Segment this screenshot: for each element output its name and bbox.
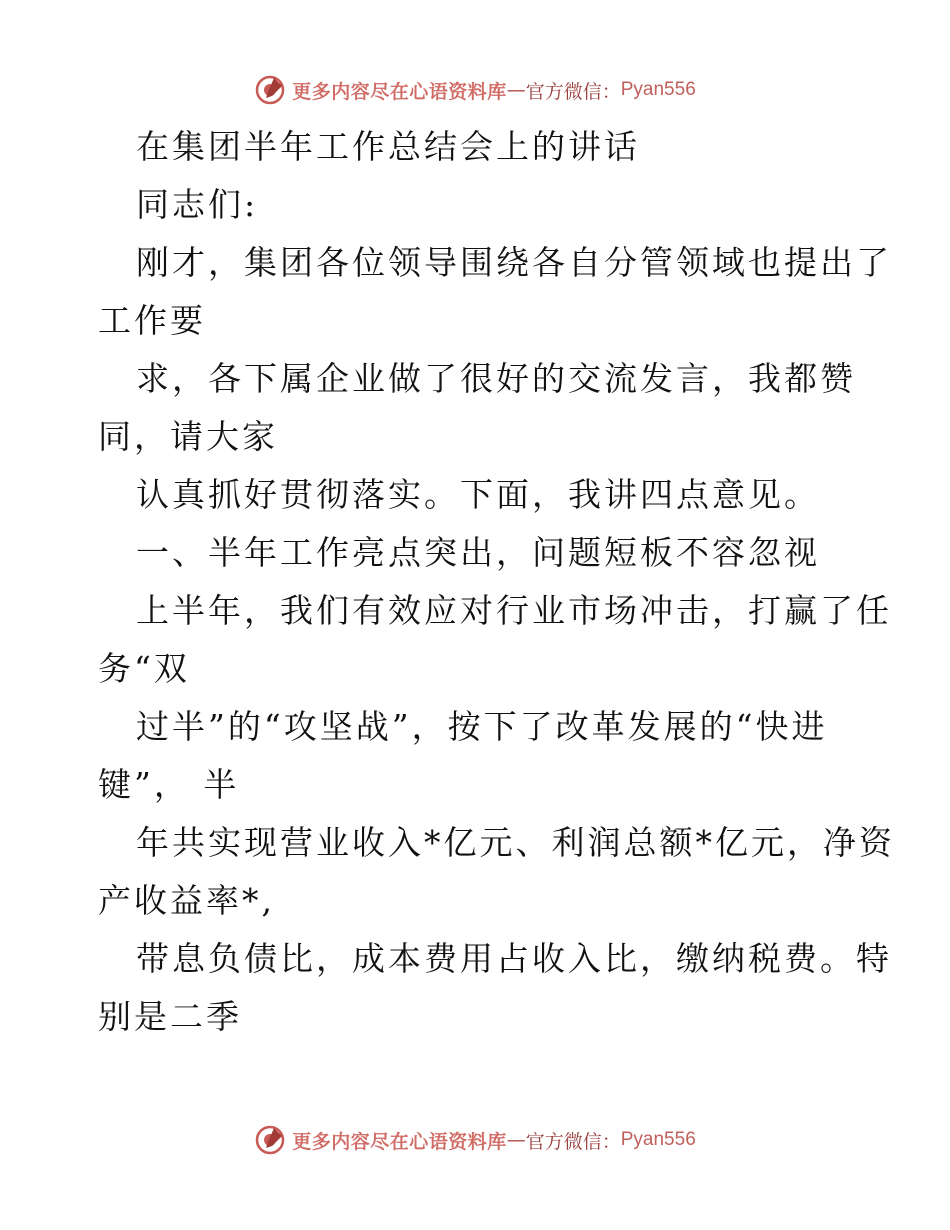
document-body (98, 118, 895, 1046)
footer-watermark (0, 1120, 950, 1160)
watermark-official-label: 官方微信： (525, 80, 621, 103)
body-line: 键”， 半 (98, 765, 240, 804)
body-line: 认真抓好贯彻落实。下面，我讲四点意见。 (136, 475, 820, 514)
section-heading: 一、半年工作亮点突出，问题短板不容忽视 (136, 533, 820, 572)
body-line: 求，各下属企业做了很好的交流发言，我都赞 (136, 359, 856, 398)
watermark-wechat-id: Pyan556 (620, 1129, 696, 1150)
body-line: 别是二季 (98, 997, 242, 1036)
header-watermark (0, 70, 950, 110)
watermark-logo-icon (254, 1124, 286, 1156)
watermark-site-name: 更多内容尽在心语资料库 (292, 1130, 507, 1153)
body-line: 务“双 (98, 649, 190, 688)
watermark-wechat-id: Pyan556 (620, 79, 696, 100)
watermark-site-name: 更多内容尽在心语资料库 (292, 80, 507, 103)
body-line: 上半年，我们有效应对行业市场冲击，打赢了任 (136, 591, 892, 630)
body-line: 年共实现营业收入*亿元、利润总额*亿元，净资 (136, 823, 895, 862)
body-line: 工作要 (98, 301, 206, 340)
watermark-official-label: 官方微信： (525, 1130, 621, 1153)
body-line: 刚才，集团各位领导围绕各自分管领域也提出了 (136, 243, 892, 282)
watermark-dash: — (506, 1129, 526, 1151)
watermark-logo-icon (254, 74, 286, 106)
watermark-dash: — (506, 79, 526, 101)
salutation: 同志们: (136, 185, 259, 224)
body-line: 过半”的“攻坚战”，按下了改革发展的“快进 (136, 707, 828, 746)
body-line: 产收益率*, (98, 881, 275, 920)
body-line: 同，请大家 (98, 417, 278, 456)
body-line: 带息负债比，成本费用占收入比，缴纳税费。特 (136, 939, 892, 978)
document-title: 在集团半年工作总结会上的讲话 (136, 127, 640, 166)
